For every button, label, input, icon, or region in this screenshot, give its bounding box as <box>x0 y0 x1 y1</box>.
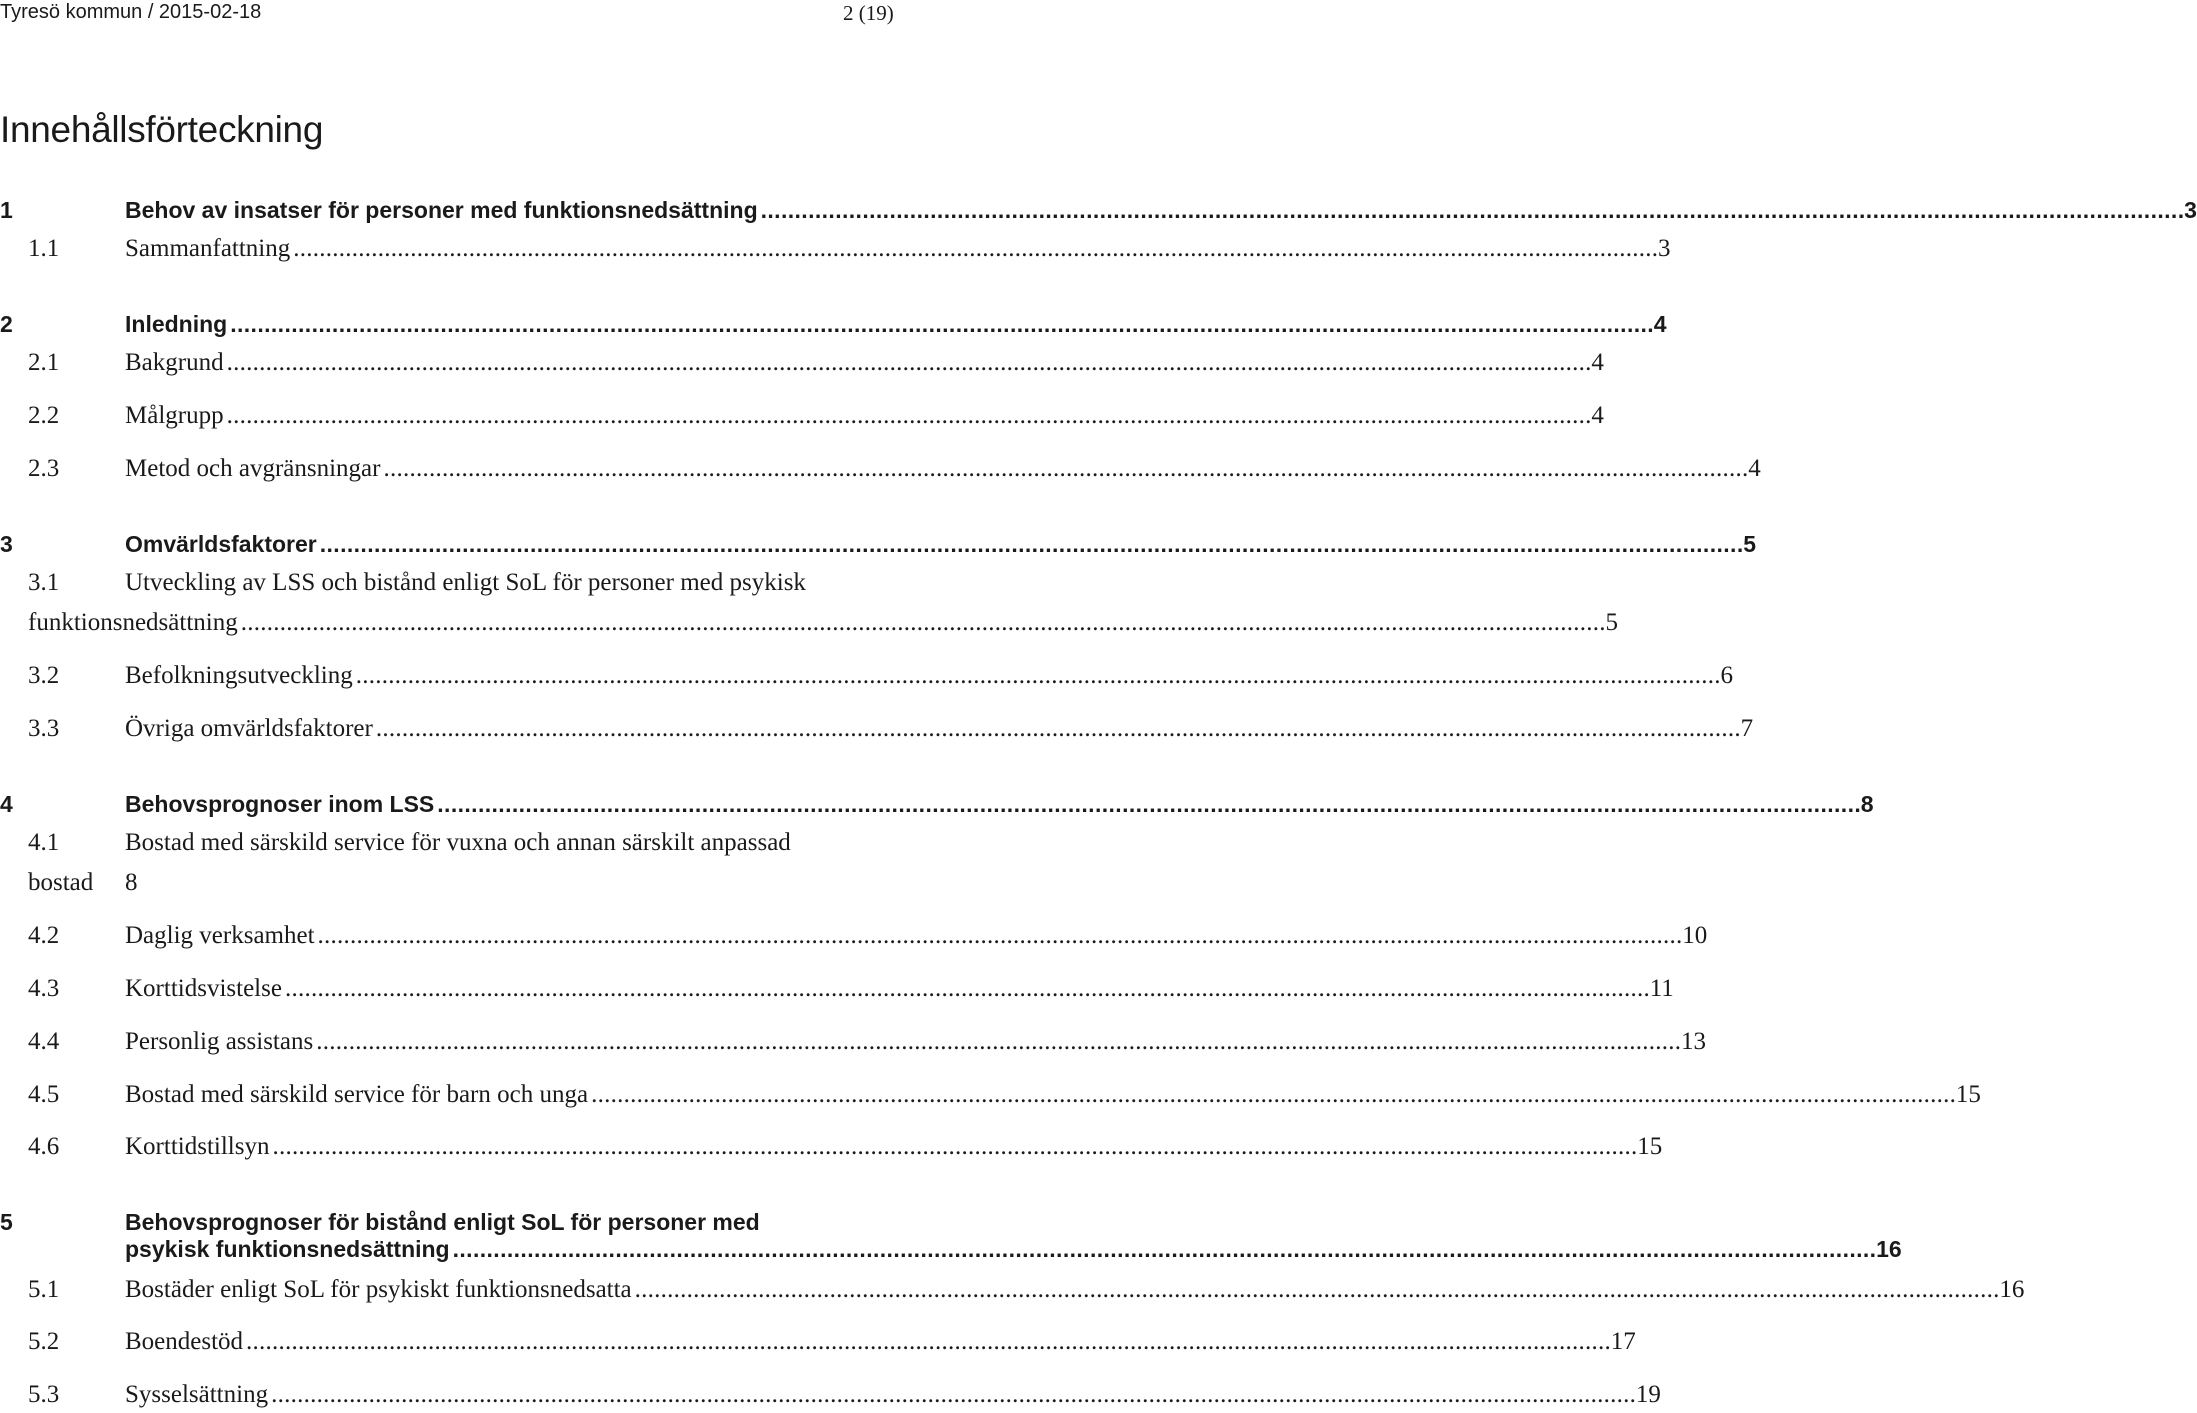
toc-dot-leader <box>318 919 1680 953</box>
toc-entry-number: 4.4 <box>28 1028 60 1055</box>
toc-entry-page: 7 <box>1740 715 1754 742</box>
toc-entry-text: Övriga omvärldsfaktorer <box>125 715 373 742</box>
toc-entry-page: 15 <box>1955 1081 1981 1108</box>
toc-entry-4-1-line1[interactable] <box>28 826 791 860</box>
toc-entry-number: 4 <box>0 791 13 817</box>
toc-entry-1[interactable] <box>0 193 2197 227</box>
toc-dot-leader <box>246 1325 1608 1359</box>
toc-entry-page: 5 <box>1605 609 1618 636</box>
toc-entry-number: 5.3 <box>28 1381 60 1408</box>
header-page-number: 2 (19) <box>843 1 894 25</box>
toc-entry-page: 10 <box>1682 922 1708 949</box>
toc-entry-text: psykisk funktionsnedsättning <box>125 1236 450 1262</box>
toc-entry-text: Personlig assistans <box>125 1028 314 1055</box>
toc-dot-leader <box>285 972 1647 1006</box>
toc-entry-number: 4.2 <box>28 922 60 949</box>
toc-entry-number: 2.3 <box>28 455 60 482</box>
toc-entry-number: 3.3 <box>28 715 60 742</box>
toc-entry-text: Omvärldsfaktorer <box>125 531 317 557</box>
toc-entry-4[interactable] <box>0 787 1874 821</box>
toc-entry-page: 8 <box>125 869 138 896</box>
toc-entry-text: Korttidstillsyn <box>125 1133 270 1160</box>
toc-entry-4-3[interactable] <box>28 972 1674 1006</box>
toc-entry-4-2[interactable] <box>28 919 1708 953</box>
toc-entry-3-2[interactable] <box>28 659 1733 693</box>
toc-dot-leader <box>271 1378 1633 1412</box>
toc-entry-5-line1[interactable]: Behovsprognoser för bistånd enligt SoL för personer med <box>125 1209 760 1235</box>
toc-entry-text: Befolkningsutveckling <box>125 662 353 689</box>
toc-entry-number: 2.1 <box>28 349 60 376</box>
toc-entry-text: bostad <box>28 869 94 896</box>
toc-entry-page: 3 <box>2184 197 2197 223</box>
toc-entry-number: 2 <box>0 311 13 337</box>
toc-entry-page: 4 <box>1748 455 1761 482</box>
toc-entry-text: Behov av insatser för personer med funktionsnedsättning <box>125 197 758 223</box>
header-org-date: Tyresö kommun / 2015-02-18 <box>0 1 262 23</box>
toc-entry-page: 19 <box>1635 1381 1661 1408</box>
toc-entry-number: 4.1 <box>28 829 60 856</box>
toc-dot-leader <box>376 712 1738 746</box>
toc-entry-page: 4 <box>1591 349 1604 376</box>
toc-entry-page: 17 <box>1610 1328 1636 1355</box>
toc-title: Innehållsförteckning <box>0 109 324 150</box>
toc-entry-1-1[interactable] <box>28 232 1671 266</box>
toc-entry-page: 15 <box>1637 1133 1663 1160</box>
toc-entry-page: 16 <box>1876 1236 1902 1262</box>
toc-entry-text: Målgrupp <box>125 402 224 429</box>
toc-entry-4-5[interactable] <box>28 1078 1981 1112</box>
toc-entry-text: Korttidsvistelse <box>125 975 282 1002</box>
toc-entry-text: funktionsnedsättning <box>28 609 238 636</box>
toc-entry-number: 3.1 <box>28 569 60 596</box>
toc-entry-text: Bostad med särskild service för barn och unga <box>125 1081 589 1108</box>
toc-entry-text: Utveckling av LSS och bistånd enligt SoL för personer med psykisk <box>125 569 806 596</box>
toc-entry-page: 11 <box>1649 975 1674 1002</box>
toc-entry-page: 4 <box>1653 311 1667 337</box>
toc-dot-leader <box>356 659 1718 693</box>
toc-dot-leader <box>591 1078 1953 1112</box>
toc-entry-3-3[interactable] <box>28 712 1754 746</box>
toc-dot-leader <box>453 1234 1873 1264</box>
toc-entry-number: 3.2 <box>28 662 60 689</box>
toc-entry-4-1-line2[interactable] <box>28 866 138 900</box>
toc-entry-number: 4.6 <box>28 1133 60 1160</box>
toc-entry-text: Daglig verksamhet <box>125 922 315 949</box>
toc-dot-leader <box>383 452 1745 486</box>
toc-entry-text: Metod och avgränsningar <box>125 455 381 482</box>
toc-entry-text: Inledning <box>125 311 228 337</box>
toc-dot-leader <box>227 399 1589 433</box>
toc-entry-2[interactable] <box>0 307 1667 341</box>
toc-dot-leader <box>320 527 1740 561</box>
toc-entry-2-2[interactable] <box>28 399 1604 433</box>
toc-entry-text: Bostäder enligt SoL för psykiskt funktionsnedsatta <box>125 1276 632 1303</box>
toc-entry-2-1[interactable] <box>28 346 1604 380</box>
toc-entry-page: 8 <box>1860 791 1874 817</box>
toc-entry-number: 1 <box>0 197 13 223</box>
toc-entry-text: Behovsprognoser inom LSS <box>125 791 435 817</box>
toc-dot-leader <box>635 1273 1997 1307</box>
toc-entry-3[interactable] <box>0 527 1757 561</box>
toc-entry-number: 4.5 <box>28 1081 60 1108</box>
toc-entry-number: 5.1 <box>28 1276 60 1303</box>
toc-entry-number: 4.3 <box>28 975 60 1002</box>
toc-dot-leader <box>316 1025 1678 1059</box>
toc-dot-leader <box>761 193 2181 227</box>
toc-dot-leader <box>272 1130 1634 1164</box>
toc-entry-number: 2.2 <box>28 402 60 429</box>
toc-entry-page: 16 <box>1999 1276 2025 1303</box>
toc-entry-text: Bostad med särskild service för vuxna och annan särskilt anpassad <box>125 829 791 856</box>
toc-entry-5-line2[interactable] <box>125 1234 1902 1264</box>
toc-entry-5-3[interactable] <box>28 1378 1661 1412</box>
toc-entry-3-1-line1[interactable] <box>28 566 806 600</box>
toc-entry-5-1[interactable] <box>28 1273 2025 1307</box>
toc-entry-number: 1.1 <box>28 235 60 262</box>
toc-entry-number: 5.2 <box>28 1328 60 1355</box>
toc-dot-leader <box>241 606 1603 640</box>
toc-entry-text: Sammanfattning <box>125 235 291 262</box>
toc-entry-3-1-line2[interactable] <box>28 606 1618 640</box>
toc-dot-leader <box>227 346 1589 380</box>
toc-entry-2-3[interactable] <box>28 452 1761 486</box>
toc-entry-page: 4 <box>1591 402 1604 429</box>
toc-entry-page: 3 <box>1658 235 1671 262</box>
toc-entry-5-2[interactable] <box>28 1325 1636 1359</box>
toc-entry-5-number[interactable]: 5 <box>0 1209 13 1235</box>
toc-entry-4-6[interactable] <box>28 1130 1663 1164</box>
toc-dot-leader <box>293 232 1655 266</box>
toc-dot-leader <box>437 787 1857 821</box>
toc-entry-text: Bakgrund <box>125 349 224 376</box>
toc-entry-text: Boendestöd <box>125 1328 244 1355</box>
toc-entry-4-4[interactable] <box>28 1025 1706 1059</box>
toc-entry-text: Sysselsättning <box>125 1381 269 1408</box>
toc-entry-number: 3 <box>0 531 13 557</box>
toc-entry-page: 5 <box>1743 531 1757 557</box>
toc-entry-page: 6 <box>1720 662 1733 689</box>
toc-entry-page: 13 <box>1680 1028 1706 1055</box>
toc-dot-leader <box>230 307 1650 341</box>
